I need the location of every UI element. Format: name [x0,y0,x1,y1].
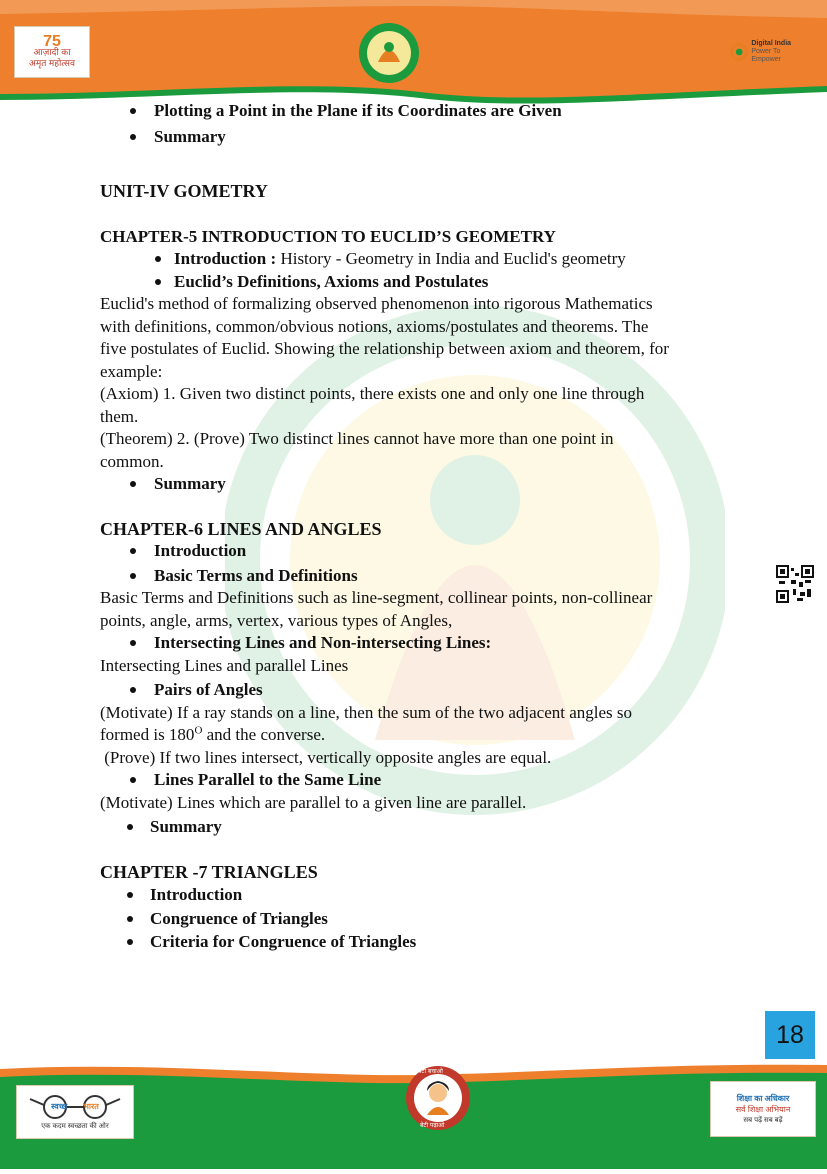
digital-india-logo: Digital India Power To Empower [730,38,802,66]
list-item: Congruence of Triangles [150,908,760,931]
list-item: Summary [154,473,760,496]
azadi-ka-amrit-mahotsav-logo: 75 आज़ादी का अमृत महोत्सव [14,26,90,78]
shiksha-ka-adhikar-logo: शिक्षा का अधिकार सर्व शिक्षा अभियान सब पढ़ें सब बढ़ें [710,1081,816,1137]
list-item: Plotting a Point in the Plane if its Coordinates are Given [154,100,760,123]
paragraph: (Motivate) Lines which are parallel to a given line are parallel. [100,792,527,812]
paragraph: Euclid's method of formalizing observed phenomenon into rigorous Mathematics with definitions, common/obvious notions, axioms/postulates and theorems. The five postulates of Euclid. Showing the relationship between axiom and theorem, for example: (Axiom) 1. Given two distinct points, there exists one and only one line through them. (Theorem) 2. (Prove) Two distinct lines cannot have more than one point in common. [100,294,669,471]
list-item: Intersecting Lines and Non-intersecting Lines: [154,632,760,655]
page-number: 18 [765,1011,815,1059]
syllabus-content [100,100,760,954]
page-header [0,0,827,110]
list-item: Basic Terms and Definitions [154,565,760,588]
list-item: Summary [150,816,760,839]
list-item: Criteria for Congruence of Triangles [150,931,760,954]
paragraph: (Motivate) If a ray stands on a line, then the sum of the two adjacent angles so formed is $180^O$ and the converse. (Prove) If two lines intersect, vertically opposite angles are equal. [100,702,633,767]
unit-title: UNIT-IV GOMETRY [100,181,268,201]
chapter-6-title: CHAPTER-6 LINES AND ANGLES [100,518,382,539]
paragraph: Intersecting Lines and parallel Lines [100,655,349,675]
list-item: Introduction : History - Geometry in India and Euclid's geometry [174,248,760,271]
chapter-7-title: CHAPTER -7 TRIANGLES [100,861,318,882]
list-item: Introduction [154,540,760,563]
list-item: Introduction [150,884,760,907]
page-footer [0,1059,827,1169]
chapter-5-title: CHAPTER-5 INTRODUCTION TO EUCLID’S GEOMETRY [100,226,556,246]
paragraph: Basic Terms and Definitions such as line-segment, collinear points, non-collinear points, angle, arms, vertex, various types of Angles, [100,588,653,630]
digital-india-icon [730,41,748,63]
beti-padhao-text: बेटी पढ़ाओ [420,1122,445,1129]
list-item: Pairs of Angles [154,679,760,702]
list-item: Euclid’s Definitions, Axioms and Postulates [174,271,760,294]
board-seal-logo [358,22,420,84]
list-item: Summary [154,126,760,149]
swachh-bharat-logo: स्वच्छ भारत एक कदम स्वच्छता की ओर [16,1085,134,1139]
list-item: Lines Parallel to the Same Line [154,769,760,792]
qr-code [776,565,814,603]
beti-bachao-text: बेटी बचाओ [418,1068,443,1075]
